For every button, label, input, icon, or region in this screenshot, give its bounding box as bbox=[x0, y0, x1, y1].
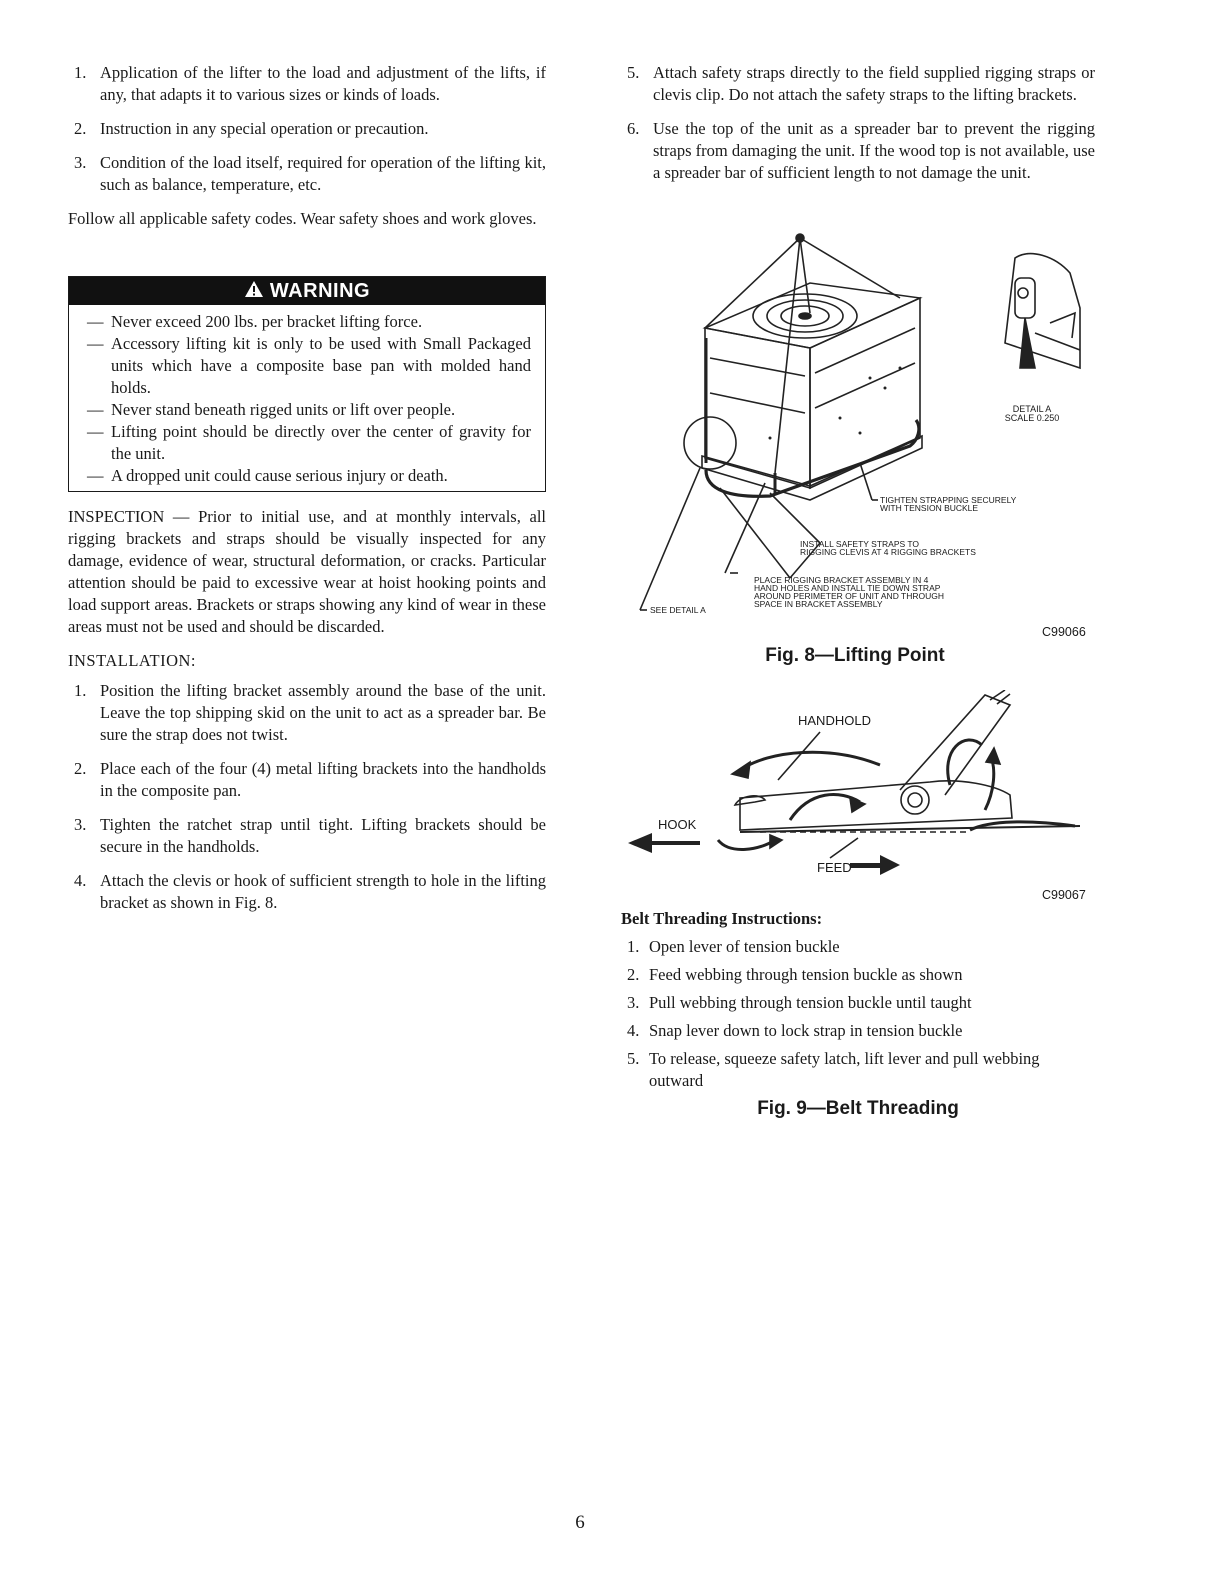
fig9-code: C99067 bbox=[1042, 888, 1086, 902]
page-number: 6 bbox=[575, 1512, 585, 1533]
list-item: 2. Instruction in any special operation or precaution. bbox=[74, 119, 429, 138]
list-item: 2. Place each of the four (4) metal lifting brackets into the handholds in the composite pan. bbox=[74, 759, 546, 800]
callout-tighten: TIGHTEN STRAPPING SECURELY WITH TENSION BUCKLE bbox=[880, 495, 1017, 513]
list-item: 1. Open lever of tension buckle bbox=[627, 937, 840, 956]
right-column bbox=[621, 62, 1095, 196]
warning-header bbox=[69, 277, 545, 305]
installation-list bbox=[68, 680, 546, 914]
list-item: 4. Snap lever down to lock strap in tension buckle bbox=[627, 1021, 963, 1040]
warning-item: — Never exceed 200 lbs. per bracket lifting force. bbox=[87, 312, 423, 331]
list-item: 5. To release, squeeze safety latch, lift lever and pull webbing outward bbox=[627, 1049, 1040, 1090]
list-item: 1. Position the lifting bracket assembly around the base of the unit. Leave the top shipping skid on the unit to act as a spreader bar. Be sure the strap does not twist. bbox=[74, 681, 546, 744]
warning-item: — Accessory lifting kit is only to be used with Small Packaged units which have a composite base pan with molded hand holds. bbox=[87, 334, 531, 397]
fig8-code: C99066 bbox=[1042, 625, 1086, 639]
handhold-label: HANDHOLD bbox=[798, 713, 871, 728]
warning-item: — A dropped unit could cause serious injury or death. bbox=[87, 466, 448, 485]
installation-heading: INSTALLATION: bbox=[68, 651, 196, 670]
list-item: 3. Tighten the ratchet strap until tight. Lifting brackets should be secure in the handholds. bbox=[74, 815, 546, 856]
list-item: 1. Application of the lifter to the load and adjustment of the lifts, if any, that adapts it to various sizes or kinds of loads. bbox=[74, 63, 546, 104]
safety-codes-paragraph: Follow all applicable safety codes. Wear safety shoes and work gloves. bbox=[68, 209, 537, 228]
list-item: 5. Attach safety straps directly to the field supplied rigging straps or clevis clip. Do not attach the safety straps to the lifting brackets. bbox=[627, 63, 1095, 104]
warning-box bbox=[68, 276, 546, 492]
fig8-caption: Fig. 8—Lifting Point bbox=[765, 645, 945, 666]
rigging-steps-list bbox=[621, 62, 1095, 184]
list-item: 2. Feed webbing through tension buckle as shown bbox=[627, 965, 963, 984]
list-item: 3. Pull webbing through tension buckle until taught bbox=[627, 993, 972, 1012]
fig9-belt-threading bbox=[610, 690, 1100, 905]
list-item: 3. Condition of the load itself, required for operation of the lifting kit, such as balance, temperature, etc. bbox=[74, 153, 546, 194]
list-item: 4. Attach the clevis or hook of sufficient strength to hole in the lifting bracket as shown in Fig. 8. bbox=[74, 871, 546, 912]
belt-threading-instructions bbox=[621, 908, 1095, 1120]
warning-title: WARNING bbox=[269, 280, 371, 302]
callout-install-safety-straps: INSTALL SAFETY STRAPS TO RIGGING CLEVIS AT 4 RIGGING BRACKETS bbox=[800, 539, 976, 557]
belt-steps-list bbox=[621, 936, 1095, 1092]
see-detail-label: SEE DETAIL A bbox=[650, 605, 706, 615]
warning-triangle-icon bbox=[244, 278, 264, 306]
fig9-caption: Fig. 9—Belt Threading bbox=[757, 1098, 959, 1119]
hook-label: HOOK bbox=[658, 817, 697, 832]
warning-body bbox=[69, 305, 545, 491]
belt-threading-heading: Belt Threading Instructions: bbox=[621, 909, 823, 928]
warning-item: — Lifting point should be directly over the center of gravity for the unit. bbox=[87, 422, 531, 463]
left-column bbox=[68, 62, 546, 926]
inspection-paragraph: INSPECTION — Prior to initial use, and at monthly intervals, all rigging brackets and straps should be visually inspected for any damage, evidence of wear, structural deformation, or cracks. Particular attention should be paid to excessive wear at hoist hooking points and load support areas. Brackets or straps showing any kind of wear in these areas must not be used and should be discarded. bbox=[68, 507, 546, 636]
intro-list bbox=[68, 62, 546, 196]
detail-a-label: DETAIL A SCALE 0.250 bbox=[1004, 404, 1060, 423]
fig8-lifting-point bbox=[610, 228, 1100, 673]
warning-item: — Never stand beneath rigged units or lift over people. bbox=[87, 400, 456, 419]
feed-label: FEED bbox=[817, 860, 852, 875]
list-item: 6. Use the top of the unit as a spreader bar to prevent the rigging straps from damaging the unit. If the wood top is not available, use a spreader bar of sufficient length to not damage the unit. bbox=[627, 119, 1095, 182]
lifting-unit-illustration bbox=[610, 228, 1100, 628]
callout-place-bracket: PLACE RIGGING BRACKET ASSEMBLY IN 4 HAND HOLES AND INSTALL TIE DOWN STRAP AROUND PERIMETER OF UNIT AND THROUGH SPACE IN BRACKET ASSEMBLY bbox=[754, 575, 945, 609]
